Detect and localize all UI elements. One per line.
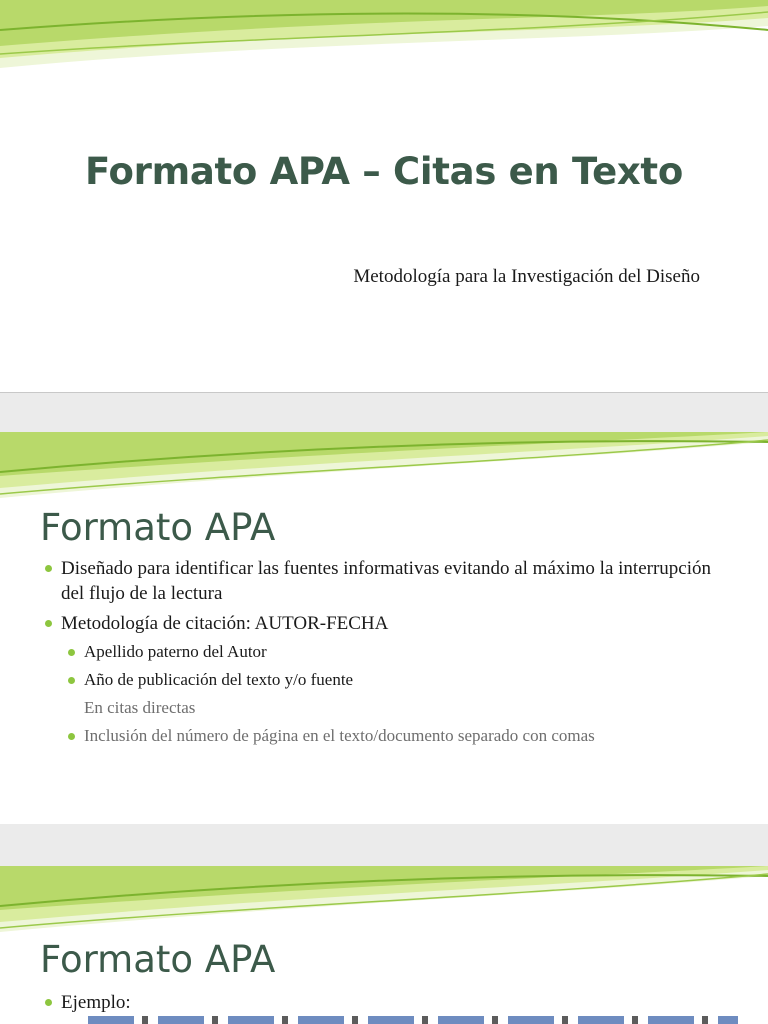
slide-separator [0,824,768,866]
presentation-subtitle: Metodología para la Investigación del Diseño [353,266,700,287]
bullet-dot-icon [68,649,75,656]
slide-title: Formato APA [40,938,276,981]
slide-title: Formato APA [40,506,276,549]
list-item: Ejemplo: [44,990,738,1015]
bullet-dot-icon [45,565,52,572]
content-slide-2 [0,866,768,1024]
content-slide-1 [0,432,768,824]
title-slide [0,0,768,392]
bullet-dot-icon [45,620,52,627]
bullet-dot-icon [68,733,75,740]
bullet-list [44,556,738,753]
green-swoosh-decoration [0,432,768,502]
green-swoosh-decoration [0,0,768,80]
bullet-dot-icon [68,677,75,684]
sub-list-item: Año de publicación del texto y/o fuente [44,669,738,691]
presentation-title: Formato APA – Citas en Texto [85,150,683,193]
bullet-dot-icon [45,999,52,1006]
green-swoosh-decoration [0,866,768,936]
plain-line: En citas directas [84,698,196,717]
sub-list-item: Apellido paterno del Autor [44,641,738,663]
slide-separator [0,392,768,433]
list-item: Metodología de citación: AUTOR-FECHA [44,611,738,636]
sub-list-item: Inclusión del número de página en el texto/documento separado con comas [44,725,738,747]
cropped-text-line [88,1016,738,1024]
list-item: Diseñado para identificar las fuentes informativas evitando al máximo la interrupción del flujo de la lectura [44,556,738,606]
